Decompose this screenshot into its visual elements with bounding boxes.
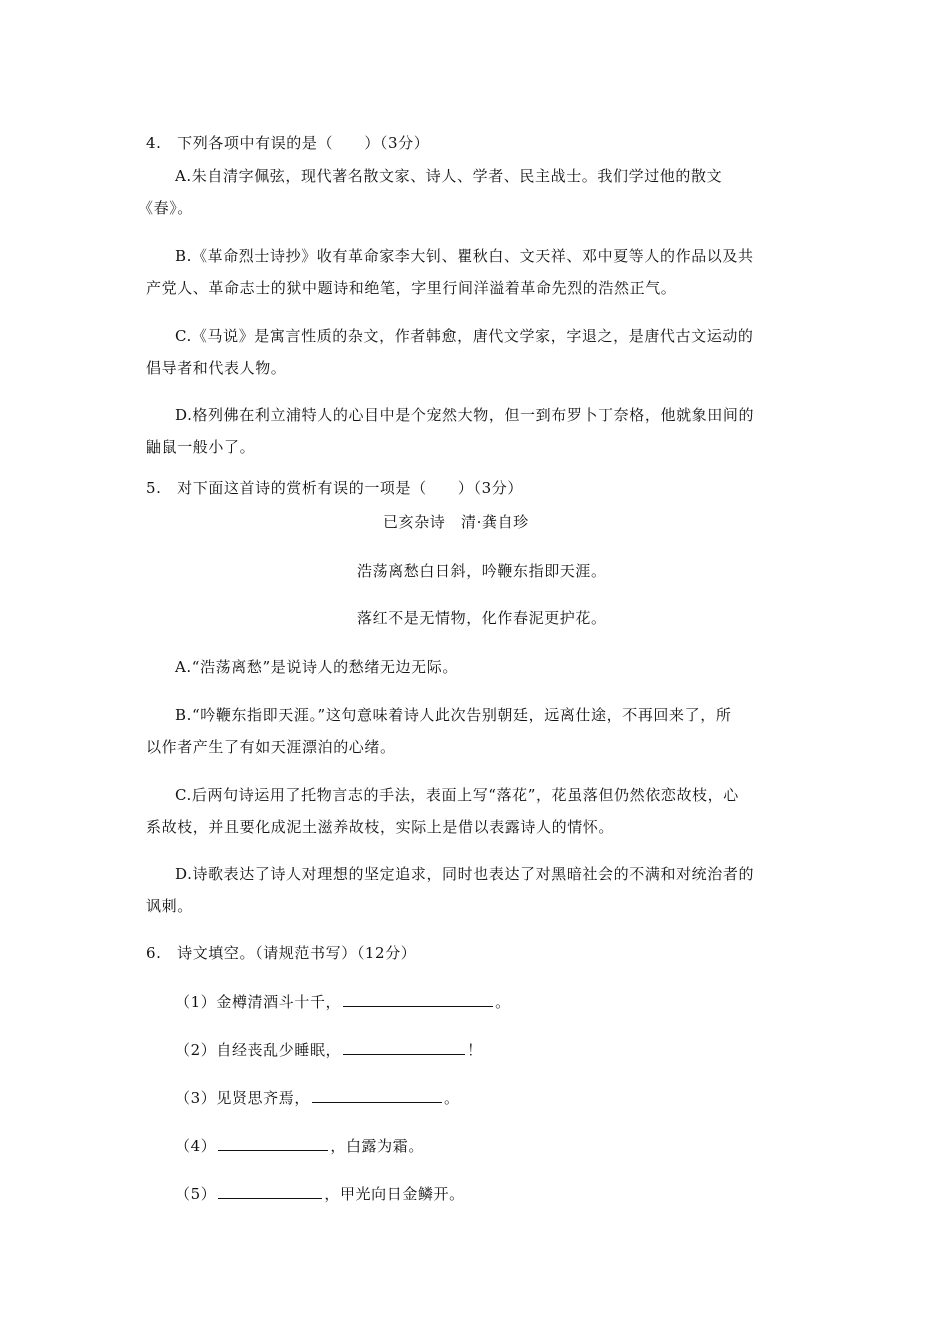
question-4-stem: 4. 下列各项中有误的是（ ）（3分） <box>146 134 430 152</box>
fill-item-1 <box>175 991 511 1012</box>
question-5-stem: 5. 对下面这首诗的赏析有误的一项是（ ）（3分） <box>146 479 523 497</box>
fill-item-2 <box>175 1039 483 1060</box>
answer-blank[interactable] <box>312 1087 442 1103</box>
q5-option-b-line2: 以作者产生了有如天涯漂泊的心绪。 <box>146 738 396 756</box>
fill-item-number: （5） <box>175 1185 217 1203</box>
q5-option-d-line1: D.诗歌表达了诗人对理想的坚定追求，同时也表达了对黑暗社会的不满和对统治者的 <box>175 865 755 883</box>
q4-option-a-line1: A.朱自清字佩弦，现代著名散文家、诗人、学者、民主战士。我们学过他的散文 <box>175 167 723 185</box>
answer-blank[interactable] <box>343 991 493 1007</box>
q4-option-b-line1: B.《革命烈士诗抄》收有革命家李大钊、瞿秋白、文天祥、邓中夏等人的作品以及共 <box>175 247 754 265</box>
poem-title: 已亥杂诗 清·龚自珍 <box>383 513 529 531</box>
fill-item-suffix: 。 <box>443 1089 460 1107</box>
question-6-stem: 6. 诗文填空。（请规范书写）（12分） <box>146 944 417 962</box>
fill-item-number: （2） <box>175 1041 217 1059</box>
fill-item-4 <box>175 1135 424 1156</box>
fill-item-suffix: ，甲光向日金鳞开。 <box>324 1185 465 1203</box>
q4-option-b-line2: 产党人、革命志士的狱中题诗和绝笔，字里行间洋溢着革命先烈的浩然正气。 <box>146 279 677 297</box>
fill-item-suffix: 。 <box>495 993 511 1011</box>
answer-blank[interactable] <box>343 1039 465 1055</box>
answer-blank[interactable] <box>218 1183 322 1199</box>
q4-option-c-line2: 倡导者和代表人物。 <box>146 359 287 377</box>
q4-option-d-line1: D.格列佛在利立浦特人的心目中是个宠然大物，但一到布罗卜丁奈格，他就象田间的 <box>175 406 755 424</box>
q5-option-b-line1: B.“吟鞭东指即天涯。”这句意味着诗人此次告别朝廷，远离仕途，不再回来了，所 <box>175 706 732 724</box>
q5-option-a-line1: A.“浩荡离愁”是说诗人的愁绪无边无际。 <box>175 658 458 676</box>
fill-item-5 <box>175 1183 465 1204</box>
fill-item-suffix: ！ <box>467 1041 483 1059</box>
q4-option-d-line2: 鼬鼠一般小了。 <box>146 438 256 456</box>
fill-item-3 <box>175 1087 460 1108</box>
poem-line-2: 落红不是无情物，化作春泥更护花。 <box>357 609 607 627</box>
q5-option-d-line2: 讽刺。 <box>146 897 193 915</box>
fill-item-number: （1） <box>175 993 217 1011</box>
fill-item-number: （4） <box>175 1137 217 1155</box>
fill-item-prompt: 金樽清酒斗十千， <box>216 993 342 1011</box>
poem-line-1: 浩荡离愁白日斜，吟鞭东指即天涯。 <box>357 562 607 580</box>
fill-item-suffix: ，白露为霜。 <box>330 1137 424 1155</box>
fill-item-number: （3） <box>175 1089 217 1107</box>
q4-option-c-line1: C.《马说》是寓言性质的杂文，作者韩愈，唐代文学家，字退之，是唐代古文运动的 <box>175 327 754 345</box>
q5-option-c-line1: C.后两句诗运用了托物言志的手法，表面上写“落花”，花虽落但仍然依恋故枝，心 <box>175 786 739 804</box>
answer-blank[interactable] <box>218 1135 328 1151</box>
fill-item-prompt: 见贤思齐焉， <box>216 1089 310 1107</box>
fill-item-prompt: 自经丧乱少睡眠， <box>216 1041 342 1059</box>
q5-option-c-line2: 系故枝，并且要化成泥土滋养故枝，实际上是借以表露诗人的情怀。 <box>146 818 615 836</box>
q4-option-a-line2: 《春》。 <box>138 199 193 217</box>
